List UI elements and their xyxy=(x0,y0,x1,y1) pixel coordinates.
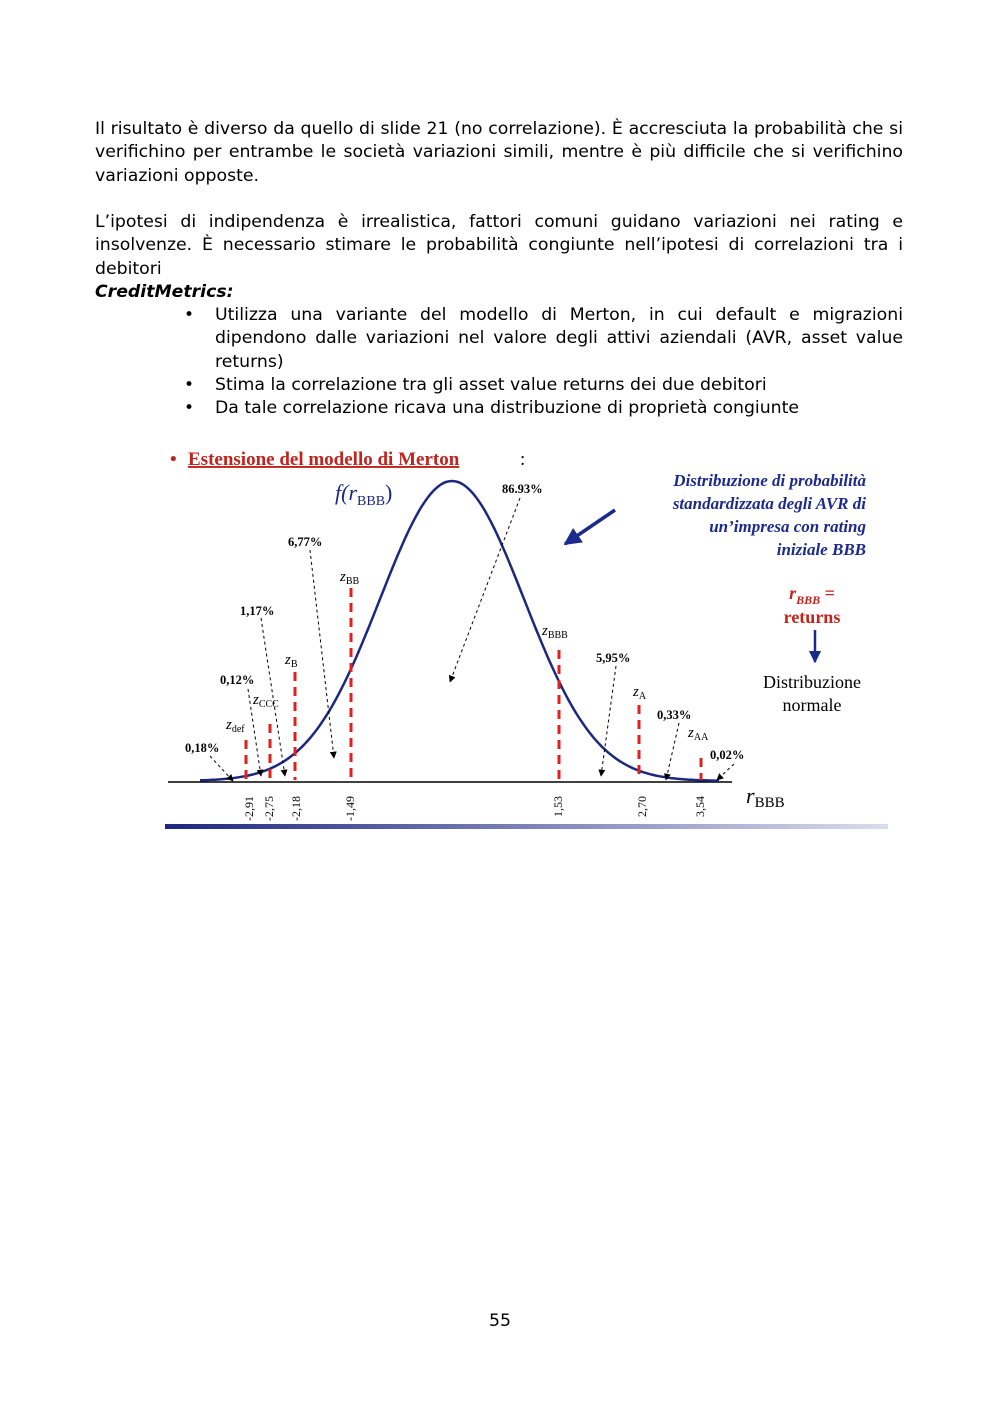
returns-label-r: r xyxy=(789,583,797,603)
normal-label-line-2: normale xyxy=(782,695,842,715)
returns-word: returns xyxy=(783,607,841,627)
leader-arrow-a xyxy=(601,666,616,776)
z-label-bbb: $z_{BBB}$ xyxy=(542,623,568,641)
figure-title: Estensione del modello di Merton xyxy=(188,449,460,470)
normal-label-line-1: Distribuzione xyxy=(763,672,861,692)
x-axis-label xyxy=(746,783,785,811)
prob-label-aa: 0,33% xyxy=(657,708,692,722)
x-axis-label-r: r xyxy=(746,783,755,808)
z-label-ccc: $z_{CCC}$ xyxy=(253,692,279,710)
leader-arrow-aa xyxy=(666,723,679,780)
section-heading: CreditMetrics: xyxy=(95,282,234,302)
list-item-text: Stima la correlazione tra gli asset value returns dei due debitori xyxy=(215,374,767,395)
paragraph-independence: L’ipotesi di indipendenza è irrealistica, fattori comuni guidano variazioni nei rating e insolvenze. È necessario stimare le probabilità congiunte nell’ipotesi di correlazioni tra i debitori xyxy=(95,212,903,279)
prob-label-def: 0,18% xyxy=(185,741,220,755)
list-item xyxy=(184,397,903,420)
function-label-close: ) xyxy=(385,480,393,505)
figure-title-colon: : xyxy=(520,449,526,470)
bullet-icon: • xyxy=(184,305,195,325)
list-item-text: Utilizza una variante del modello di Merton, in cui default e migrazioni dipendono dalle variazioni nel valore degli attivi aziendali (AVR, asset value returns) xyxy=(215,305,903,372)
bullet-icon: • xyxy=(184,374,195,395)
list-item-text: Da tale correlazione ricava una distribuzione di proprietà congiunte xyxy=(215,398,800,419)
prob-label-bb: 6,77% xyxy=(288,535,323,549)
z-label-aa: $z_{AA}$ xyxy=(688,725,709,743)
description-line-4: iniziale BBB xyxy=(776,540,866,559)
leader-arrow-bb xyxy=(310,550,334,758)
prob-label-aaa: 0,02% xyxy=(710,748,745,762)
tick-label-def: -2,91 xyxy=(241,796,256,821)
returns-label-eq: = xyxy=(820,583,835,603)
merton-figure xyxy=(160,440,900,840)
merton-figure-svg xyxy=(160,440,900,840)
x-axis-label-sub: BBB xyxy=(754,795,785,811)
tick-label-bbb: 1,53 xyxy=(550,796,565,817)
prob-label-bbb: 86.93% xyxy=(502,482,543,496)
leader-arrow-aaa xyxy=(717,764,734,780)
normal-curve xyxy=(200,481,719,781)
tick-label-b: -2,18 xyxy=(288,796,303,821)
description-arrow xyxy=(565,510,615,544)
z-label-a: $z_A$ xyxy=(633,684,647,702)
list-item xyxy=(184,304,903,374)
figure-bullet: • xyxy=(170,449,177,470)
list-item xyxy=(184,374,903,397)
function-label-r: r xyxy=(348,480,358,505)
tick-label-bb: -1,49 xyxy=(342,796,357,821)
prob-label-b: 1,17% xyxy=(240,604,275,618)
z-label-bb: $z_{BB}$ xyxy=(340,569,360,587)
z-label-def: $z_{def}$ xyxy=(226,717,245,735)
leader-arrow-bbb xyxy=(450,498,520,682)
function-label-sub: BBB xyxy=(357,494,386,509)
description-line-2: standardizzata degli AVR di xyxy=(672,494,866,513)
paragraph-result: Il risultato è diverso da quello di slide 21 (no correlazione). È accresciuta la probabilità che si verifichino per entrambe le società variazioni simili, mentre è più difficile che si verifichino variazioni opposte. xyxy=(95,119,903,186)
figure-bottom-bar xyxy=(165,824,888,829)
returns-label xyxy=(789,583,835,607)
tick-label-aa: 3,54 xyxy=(692,796,707,817)
function-label xyxy=(335,480,392,509)
leader-arrow-b xyxy=(261,618,285,776)
page-number: 55 xyxy=(489,1311,511,1331)
tick-label-ccc: -2,75 xyxy=(261,796,276,821)
prob-label-ccc: 0,12% xyxy=(220,673,255,687)
bullet-list xyxy=(184,304,903,420)
tick-label-a: 2,70 xyxy=(634,796,649,817)
bullet-icon: • xyxy=(184,398,195,419)
function-label-f: f( xyxy=(335,480,349,505)
returns-label-sub: BBB xyxy=(796,593,821,607)
description-line-3: un’impresa con rating xyxy=(709,517,866,536)
prob-label-a: 5,95% xyxy=(596,651,631,665)
description-line-1: Distribuzione di probabilità xyxy=(673,471,866,490)
z-label-b: $z_B$ xyxy=(285,652,298,670)
